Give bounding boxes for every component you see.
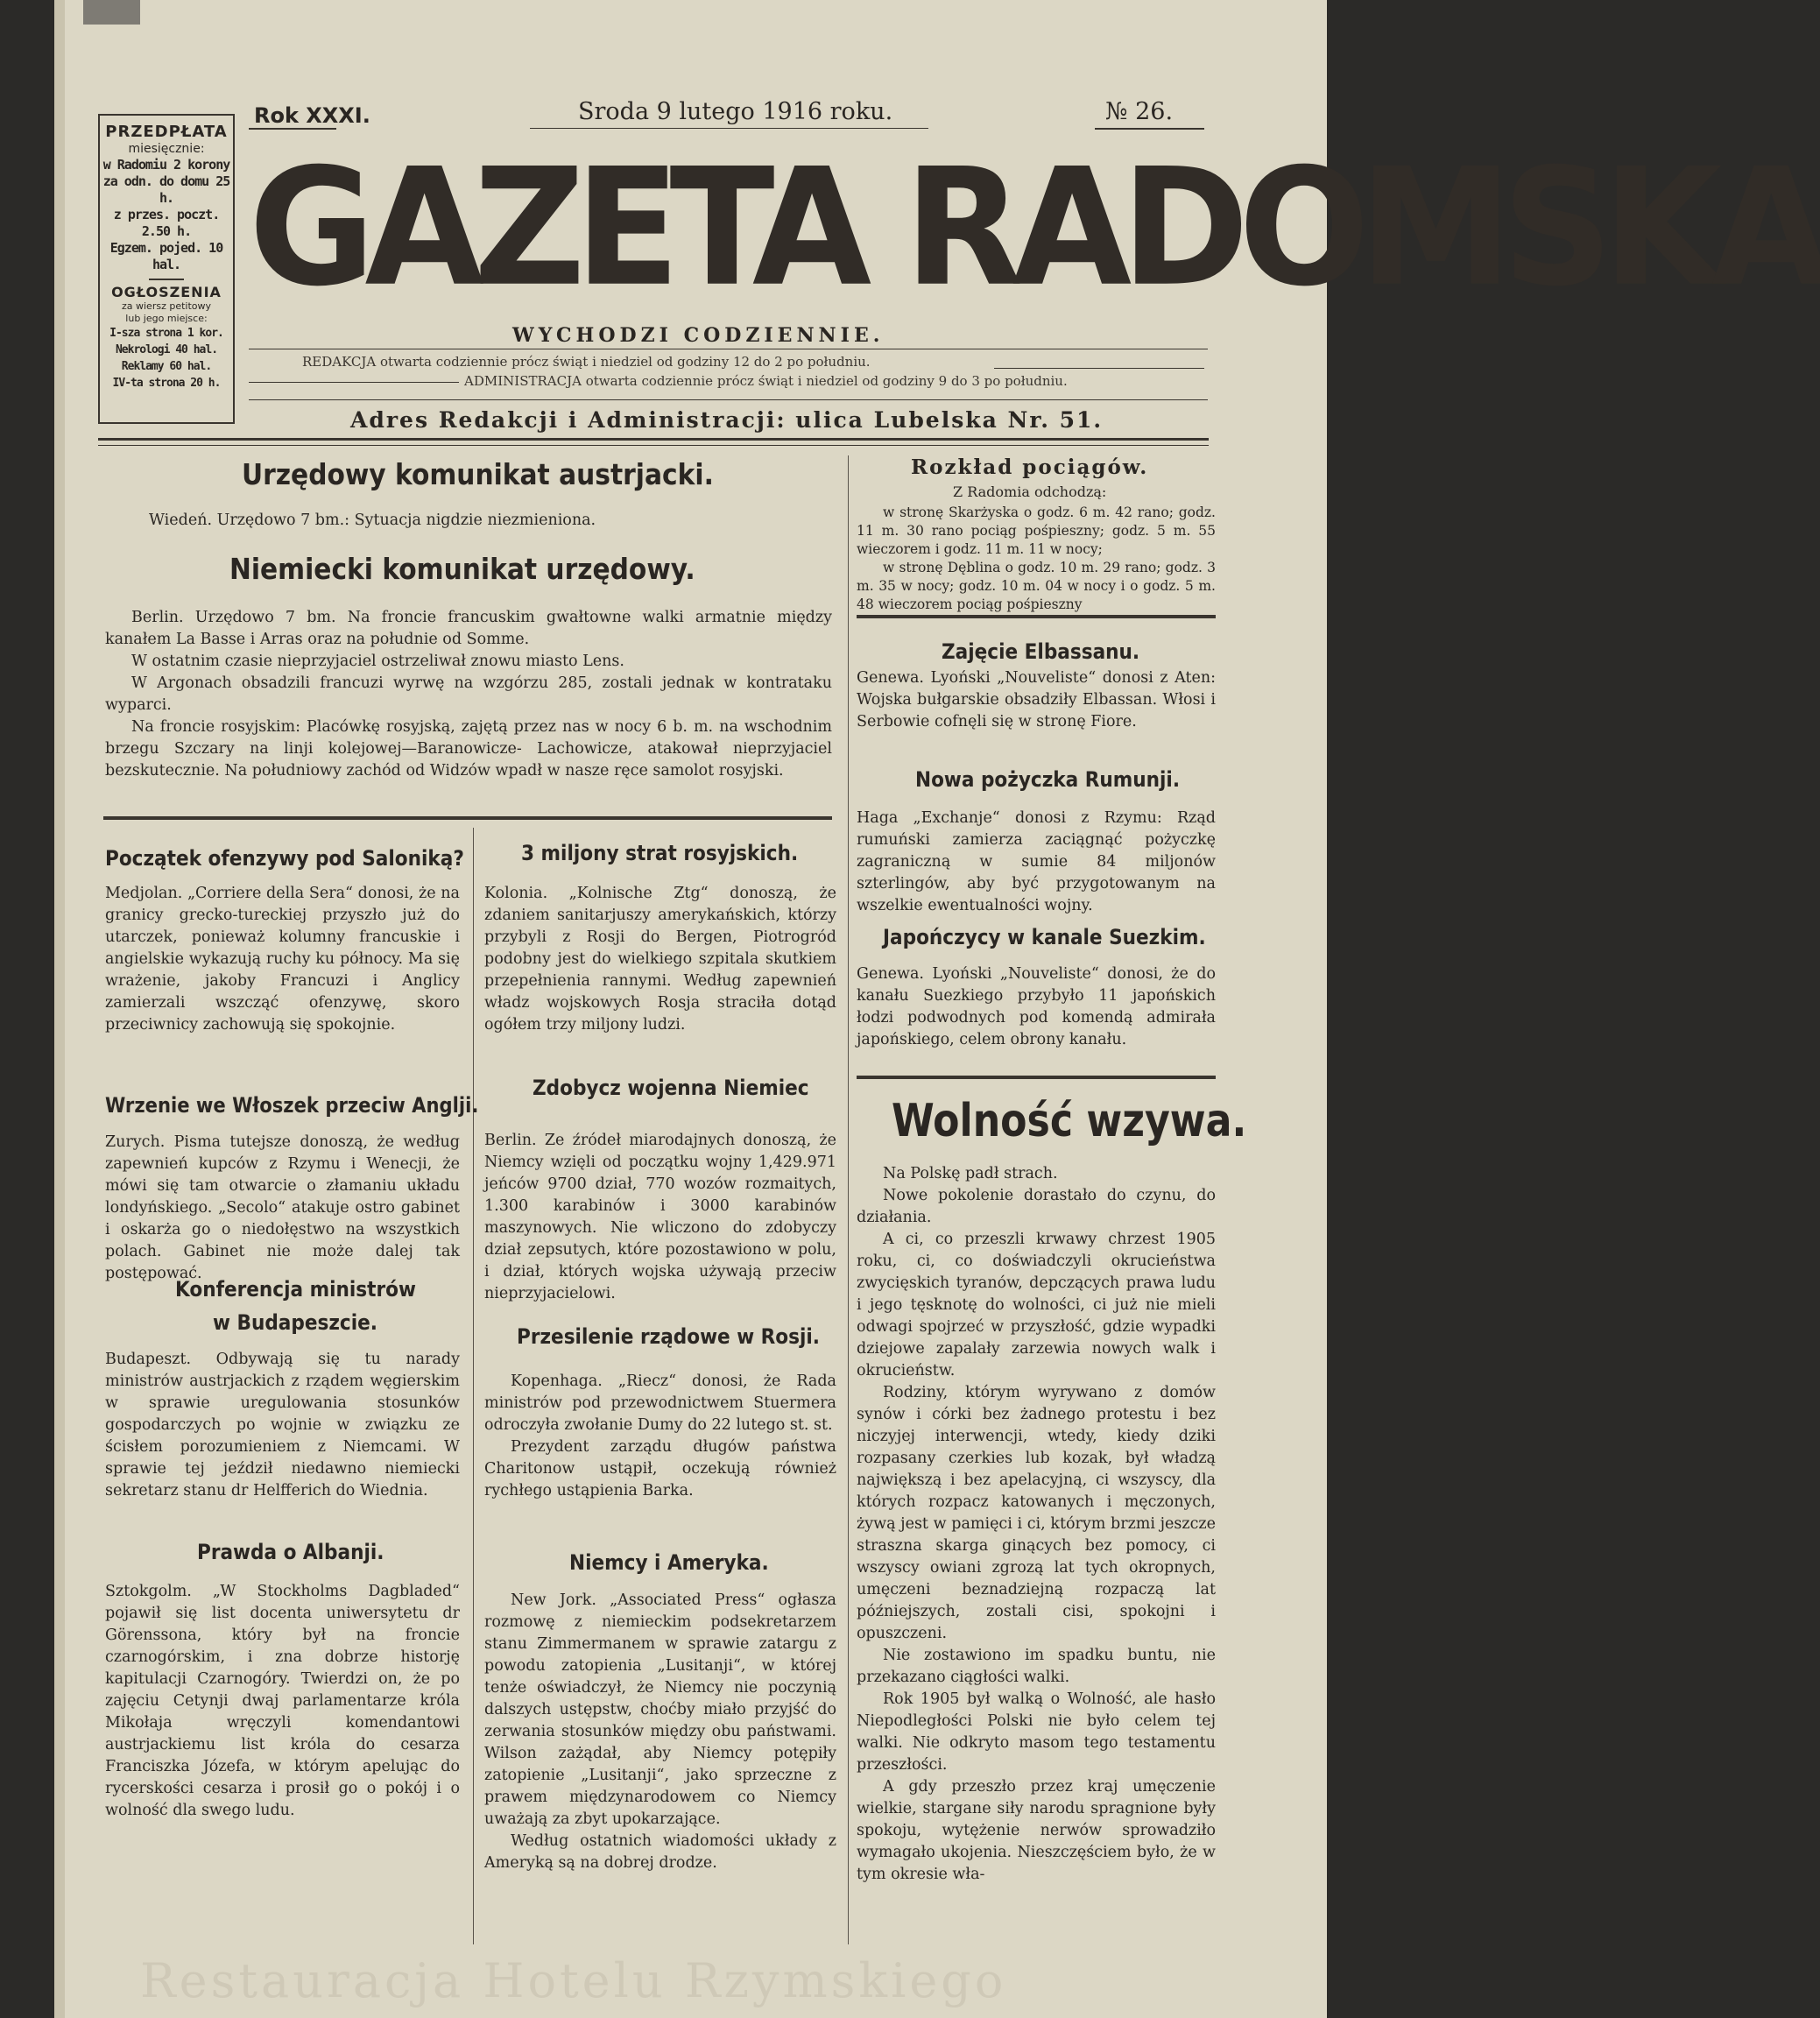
paragraph: w stronę Skarżyska o godz. 6 m. 42 rano; godz. 11 m. 30 rano pociąg pośpieszny; godz. 5 m. 55 wieczorem i godz. 11 m. 11 w nocy; (857, 504, 1216, 557)
article-title: Wolność wzywa. (892, 1095, 1247, 1147)
section-rule (103, 816, 832, 820)
binding-tab (83, 0, 140, 25)
article-body (105, 607, 832, 782)
article-text: Genewa. Lyoński „Nouveliste“ donosi z Aten: Wojska bułgarskie obsadziły Elbassan. Włosi i Serbowie cofnęli się w stronę Fiore. (857, 669, 1216, 730)
paragraph: A ci, co przeszli krwawy chrzest 1905 roku, ci, co doświadczyli okrucieństwa zwycięskich tyranów, depczących prawa ludu i jego tęsknotę do wolności, ci już nie mieli odwagi spojrzeć w przyszłość, gdzie wypadki dziejowe zapalały zarzewia nowych walk i okrucieństw. (857, 1231, 1216, 1379)
article-title: Zdobycz wojenna Niemiec (533, 1076, 809, 1100)
przesilenie-body (484, 1371, 836, 1502)
paragraph: Nie zostawiono im spadku buntu, nie przekazano ciągłości walki. (857, 1647, 1216, 1686)
paragraph: Na froncie rosyjskim: Placówkę rosyjską, zajętą przez nas w nocy 6 b. m. na wschodnim brzegu Szczary na linji kolejowej—Baranowicze- Lachowicze, atakował nieprzyjaciel bezskutecznie. Na południowy zachód od Widzów wpadł w nasze ręce samolot rosyjski. (105, 718, 832, 780)
ads-line: lub jego miejsce: (125, 313, 208, 324)
rule (249, 382, 459, 383)
masthead-bottom-rule (98, 438, 1209, 441)
ads-line: za wiersz petitowy (121, 300, 212, 312)
article-text: Wiedeń. Urzędowo 7 bm.: Sytuacja nigdzie niezmieniona. (149, 512, 596, 529)
article-text: Zurych. Pisma tutejsze donoszą, że według zapewnień kupców z Rzymu i Wenecji, że mówi się tam otwarcie o złamaniu układu londyńskiego. „Secolo“ atakuje ostro gabinet i oskarża go o niedołęstwo na wszystkich polach. Gabinet nie może dalej tak postępować. (105, 1133, 460, 1282)
section-rule (857, 615, 1216, 618)
article-text: Budapeszt. Odbywają się tu narady ministrów austrjackich z rządem węgierskim w sprawie uregulowania stosunków gospodarczych po wojnie w związku ze ścisłem porozumieniem z Niemcami. W sprawie tej jeździł niedawno niemiecki sekretarz stanu dr Helfferich do Wiednia. (105, 1351, 460, 1499)
column-divider (848, 455, 849, 1944)
article-title: Wrzenie we Włoszek przeciw Anglji. (105, 1093, 479, 1118)
issue-date: Sroda 9 lutego 1916 roku. (578, 98, 893, 125)
subscription-heading: PRZEDPŁATA (105, 123, 228, 141)
address-line: Adres Redakcji i Administracji: ulica Lubelska Nr. 51. (350, 407, 1104, 433)
rule (994, 368, 1204, 369)
divider (149, 279, 184, 280)
wychodzi-codziennie: WYCHODZI CODZIENNIE. (512, 324, 885, 347)
trains-subtitle: Z Radomia odchodzą: (953, 483, 1107, 500)
article-title: Rozkład pociągów. (911, 455, 1149, 479)
paragraph: w stronę Dęblina o godz. 10 m. 29 rano; godz. 3 m. 35 w nocy; godz. 10 m. 04 w nocy i o godz. 5 m. 48 wieczorem pociąg pośpieszny (857, 560, 1216, 612)
article-title: Japończycy w kanale Suezkim. (883, 925, 1206, 949)
article-text: Medjolan. „Corriere della Sera“ donosi, że na granicy grecko-tureckiej przyszło już do utarczek, ponieważ kolumny francuskie i angielskie wykazują ruchy ku północy. Ma się wrażenie, jakoby Francuzi i Anglicy zamierzali wszcząć ofenzywę, skoro przeciwnicy zachowują się spokojnie. (105, 885, 460, 1034)
subscription-line: z przes. poczt. 2.50 h. (113, 207, 220, 239)
paragraph: Kopenhaga. „Riecz“ donosi, że Rada ministrów pod przewodnictwem Stuermera odroczyła zwołanie Dumy do 22 lutego st. st. (484, 1372, 836, 1434)
administracja-hours: ADMINISTRACJA otwarta codziennie prócz świąt i niedziel od godziny 9 do 3 po południu. (464, 373, 1068, 389)
rule (249, 399, 1208, 400)
article-title: Zajęcie Elbassanu. (942, 639, 1140, 664)
paragraph: Berlin. Urzędowo 7 bm. Na froncie francuskim gwałtowne walki armatnie między kanałem La Basse i Arras oraz na południe od Somme. (105, 609, 832, 648)
issue-number: № 26. (1105, 98, 1174, 125)
article-title: Prawda o Albanji. (197, 1540, 384, 1564)
ameryka-body (484, 1590, 836, 1874)
article-title: Urzędowy komunikat austrjacki. (242, 457, 714, 491)
paragraph: Na Polskę padł strach. (883, 1165, 1058, 1182)
bleed-through-text: Restauracja Hotelu Rzymskiego (140, 1953, 1007, 2008)
paragraph: Rodziny, którym wyrywano z domów synów i córki bez żadnego protestu i bez niczyjej interwencji, wtedy, kiedy dziki rozpasany czerkies lub kozak, był władzą największą i bez apelacyjną, ci wszyscy, dla których rozpacz katowanych i męczonych, żywą jest w pamięci i ci, którym brzmi jeszcze straszna skarga ginących bez pomocy, ci wszyscy owiani zgrozą lat tych okropnych, umęczeni beznadziejną rozpaczą lat późniejszych, zostali cisi, spokojni i opuszczeni. (857, 1384, 1216, 1642)
trains-body (857, 504, 1216, 614)
article-title: 3 miljony strat rosyjskich. (521, 841, 799, 865)
ads-line: IV-ta strona 20 h. (112, 377, 221, 390)
paragraph: W ostatnim czasie nieprzyjaciel ostrzeliwał znowu miasto Lens. (131, 653, 624, 670)
article-text: Berlin. Ze źródeł miarodajnych donoszą, że Niemcy wzięli od początku wojny 1,429.971 jeńców 9700 dział, 770 wozów rozmaitych, 1.300 karabinów i 3000 karabinów maszynowych. Nie wliczono do zdobyczy dział zepsutych, które pozostawiono w polu, i dział, których wojska używają przeciw nieprzyjacielowi. (484, 1132, 836, 1302)
article-title: Nowa pożyczka Rumunji. (915, 767, 1181, 792)
wolnosc-body (857, 1163, 1216, 1886)
paragraph: Rok 1905 był walką o Wolność, ale hasło Niepodległości Polski nie było celem tej walki. Nie odkryto masom tego testamentu przeszłości. (857, 1690, 1216, 1774)
subscription-line: za odn. do domu 25 h. (102, 173, 230, 206)
subscription-box (98, 114, 235, 424)
page-edge (54, 0, 65, 2018)
ads-line: Nekrologi 40 hal. (115, 343, 218, 356)
article-text: Haga „Exchanje“ donosi z Rzymu: Rząd rumuński zamierza zaciągnąć pożyczkę zagraniczną w sumie 84 miljonów szterlingów, aby być przygotowanym na wszelkie ewentualności wojny. (857, 809, 1216, 914)
section-rule (857, 1076, 1216, 1079)
paragraph: Nowe pokolenie dorastało do czynu, do działania. (857, 1187, 1216, 1226)
article-text: Kolonia. „Kolnische Ztg“ donoszą, że zdaniem sanitarjuszy amerykańskich, którzy przybyli z Rosji do Bergen, Piotrogród podobny jest do wielkiego szpitala skutkiem przepełnienia rannymi. Według zapewnień władz wojskowych Rosja straciła dotąd ogółem trzy miljony ludzi. (484, 885, 836, 1034)
volume-label: Rok XXXI. (254, 103, 370, 128)
subscription-line: Egzem. pojed. 10 hal. (109, 240, 223, 272)
ads-line: I-sza strona 1 kor. (109, 327, 223, 340)
column-divider (473, 828, 474, 1944)
article-title: w Budapeszcie. (213, 1310, 377, 1335)
article-title: Niemiecki komunikat urzędowy. (229, 552, 695, 586)
article-title: Początek ofenzywy pod Saloniką? (105, 846, 464, 871)
ads-line: Reklamy 60 hal. (121, 360, 212, 373)
article-text: Genewa. Lyoński „Nouveliste“ donosi, że do kanału Suezkiego przybyło 11 japońskich łodzi podwodnych pod komendą admirała japońskiego, celem obrony kanału. (857, 965, 1216, 1048)
paragraph: Według ostatnich wiadomości układy z Ameryką są na dobrej drodze. (484, 1832, 836, 1872)
paragraph: New Jork. „Associated Press“ ogłasza rozmowę z niemieckim podsekretarzem stanu Zimmermanem w sprawie zatargu z powodu zatopienia „Lusitanji“, w której tenże oświadczył, że Niemcy nie poczynią dalszych ustępstw, choćby miało przyjść do zerwania stosunków między obu państwami. Wilson zażądał, aby Niemcy potępiły zatopienie „Lusitanji“, jako sprzeczne z prawem międzynarodowem co Niemcy uważają za zbyt upokarzające. (484, 1591, 836, 1828)
redakcja-hours: REDAKCJA otwarta codziennie prócz świąt i niedziel od godziny 12 do 2 po południu. (302, 354, 871, 370)
rule (98, 445, 1209, 446)
subscription-sub: miesięcznie: (128, 142, 205, 156)
article-title: Niemcy i Ameryka. (569, 1550, 769, 1575)
paragraph: W Argonach obsadzili francuzi wyrwę na wzgórzu 285, zostali jednak w kontrataku wyparci. (105, 674, 832, 714)
ads-heading: OGŁOSZENIA (111, 284, 222, 300)
article-text: Sztokgolm. „W Stockholms Dagbladed“ pojawił się list docenta uniwersytetu dr Görenssona, który był na froncie czarnogórskim, i zna dobrze historję kapitulacji Czarnogóry. Twierdzi on, że po zajęciu Cetynji dwaj parlamentarze króla Mikołaja wręczyli komendantowi austrjackiemu list króla do cesarza Franciszka Józefa, w którym apelując do rycerskości cesarza i prosił go o pokój i o wolność dla swego ludu. (105, 1583, 460, 1819)
paragraph: A gdy przeszło przez kraj umęczenie wielkie, stargane siły narodu spragnione były spokoju, wytężenie nerwów sprowadziło wymagało ukojenia. Nieszczęściem było, że w tym okresie wła- (857, 1778, 1216, 1883)
subscription-line: w Radomiu 2 korony (102, 157, 230, 173)
article-title: Przesilenie rządowe w Rosji. (517, 1324, 821, 1349)
article-title: Konferencja ministrów (175, 1277, 416, 1302)
paragraph: Prezydent zarządu długów państwa Charitonow ustąpił, oczekują również rychłego ustąpienia Barka. (484, 1438, 836, 1499)
newspaper-title: GAZETA RADOMSKA (249, 133, 1820, 322)
